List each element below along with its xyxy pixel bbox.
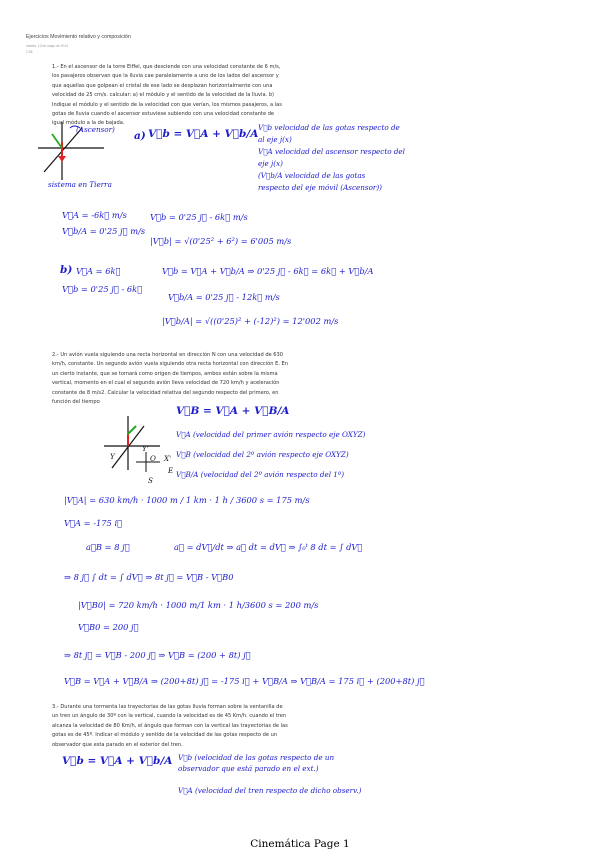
page-date: martes, 13 de mayo de 2014 xyxy=(26,44,68,48)
page-footer: Cinemática Page 1 xyxy=(250,838,350,850)
note1-b-va: V⃗A = 6k⃗ xyxy=(76,266,121,276)
fig1-label: (Ascensor) xyxy=(76,125,115,134)
fig2-y2: Y' xyxy=(142,444,149,453)
problem-2-text: 2.- Un avión vuela siguiendo una recta horizontal en dirección N con una velocidad de 630 km/h, constante. Un segundo avión vuela siguiendo otra recta horizontal con dirección E. En un cierto instante, que se tomará como origen de tiempos, ambos están sobre la misma vertical, momento en el cual el segundo avión lleva velocidad de 720 km/h y aceleración constante de 8 m/s2. Calcular la velocidad relativa del segundo respecto del primero, en función del tiempo xyxy=(52,352,288,406)
note1-b-vb: V⃗b = 0'25 j⃗ - 6k⃗ xyxy=(62,284,143,294)
note1-eq-main: V⃗b = V⃗A + V⃗b/A xyxy=(148,128,259,140)
note1-a-label: a) xyxy=(134,130,146,142)
problem-1-text: 1.- En el ascensor de la torre Eiffel, que desciende con una velocidad constante de 6 m/s, los pasajeros observan que la lluvia cae paralelamente a uno de los lados del ascensor y que aquellas que golpean el cristal de ese lado se desplazan horizontalmente con una velocidad de 25 cm/s. calcular: a) el módulo y el sentido de la velocidad de la lluvia. b) Indique el módulo y el sentido de la velocidad con que verían, los mismos pasajeros, a las gotas de lluvia cuando el ascensor estuviese subiendo con una velocidad constante de igual módulo a la de bajada. xyxy=(52,64,282,127)
page-time: 1:36 xyxy=(26,50,33,54)
problem-3-text: 3.- Durante una tormenta las trayectorias de las gotas lluvia forman sobre la ventanilla de un tren un ángulo de 30º con la vertical, cuando la velocidad es de 45 Km/h. cuando el tren alcanza la velocidad de 80 Km/h, el ángulo que forman con la vertical las trayectorias de las gotas es de 45º. Indicar el módulo y sentido de la velocidad de las gotas respecto de un observador que esta parado en el exterior del tren. xyxy=(52,704,288,748)
note1-legend-3: (V⃗b/A velocidad de las gotas respecto del eje móvil (Ascensor)) xyxy=(258,171,382,192)
fig2-x: X' xyxy=(164,454,172,463)
note2-l5: |V⃗B0| = 720 km/h · 1000 m/1 km · 1 h/3600 s = 200 m/s xyxy=(78,600,319,610)
note2-legend-1: V⃗A (velocidad del primer avión respecto eje OXYZ) xyxy=(176,430,366,439)
fig2-e: E xyxy=(168,466,174,475)
note1-vba: V⃗b/A = 0'25 j⃗ m/s xyxy=(62,226,146,236)
note2-legend-2: V⃗B (velocidad del 2º avión respecto eje OXYZ) xyxy=(176,450,349,459)
note2-legend-3: V⃗B/A (velocidad del 2º avión respecto del 1º) xyxy=(176,470,345,479)
note3-eq-main: V⃗b = V⃗A + V⃗b/A xyxy=(62,755,173,767)
note3-legend-1: V⃗b (velocidad de las gotas respecto de un observador que está parado en el ext.) xyxy=(178,753,335,773)
note1-b-label: b) xyxy=(60,264,73,276)
note2-l6: V⃗B0 = 200 j⃗ xyxy=(78,622,139,632)
note1-b-mod: |V⃗b/A| = √((0'25)² + (-12)²) = 12'002 m/s xyxy=(162,316,339,326)
note2-l1: |V⃗A| = 630 km/h · 1000 m / 1 km · 1 h / 3600 s = 175 m/s xyxy=(64,495,310,505)
note1-legend-2: V⃗A velocidad del ascensor respecto del eje j(x) xyxy=(258,147,405,168)
note2-l3b: a⃗ = dV⃗/dt ⇒ a⃗ dt = dV⃗ ⇒ ∫₀ᵗ 8 dt = ∫ dV⃗ xyxy=(174,542,363,552)
note1-legend-1: V⃗b velocidad de las gotas respecto de al eje j(x) xyxy=(258,123,400,144)
fig1-caption: sistema en Tierra xyxy=(48,180,112,189)
fig2-o: O xyxy=(150,454,156,463)
note1-b-eq: V⃗b = V⃗A + V⃗b/A ⇒ 0'25 j⃗ - 6k⃗ = 6k⃗ + V⃗b/A xyxy=(162,266,374,276)
note2-l2: V⃗A = -175 i⃗ xyxy=(64,518,123,528)
note1-b-res: V⃗b/A = 0'25 j⃗ - 12k⃗ m/s xyxy=(168,292,280,302)
note2-l4: ⇒ 8 j⃗ ∫ dt = ∫ dV⃗ ⇒ 8t j⃗ = V⃗B - V⃗B0 xyxy=(64,572,234,582)
fig2-s: S xyxy=(148,476,153,485)
note2-l7: ⇒ 8t j⃗ = V⃗B - 200 j⃗ ⇒ V⃗B = (200 + 8t) j⃗ xyxy=(64,650,251,660)
note1-vb: V⃗b = 0'25 j⃗ - 6k⃗ m/s xyxy=(150,212,248,222)
note2-eq-main: V⃗B = V⃗A + V⃗B/A xyxy=(176,405,290,417)
note1-va: V⃗A = -6k⃗ m/s xyxy=(62,210,127,220)
fig2-y: Y xyxy=(110,452,115,461)
page-title: Ejercicios Movimiento relativo y composición xyxy=(26,34,131,40)
note1-mod-a: |V⃗b| = √(0'25² + 6²) = 6'005 m/s xyxy=(150,236,292,246)
note3-legend-2: V⃗A (velocidad del tren respecto de dicho observ.) xyxy=(178,786,362,795)
note2-l3a: a⃗B = 8 j⃗ xyxy=(86,542,130,552)
note2-l8: V⃗B = V⃗A + V⃗B/A ⇒ (200+8t) j⃗ = -175 i⃗ + V⃗B/A ⇒ V⃗B/A = 175 i⃗ + (200+8t) j⃗ xyxy=(64,676,425,686)
